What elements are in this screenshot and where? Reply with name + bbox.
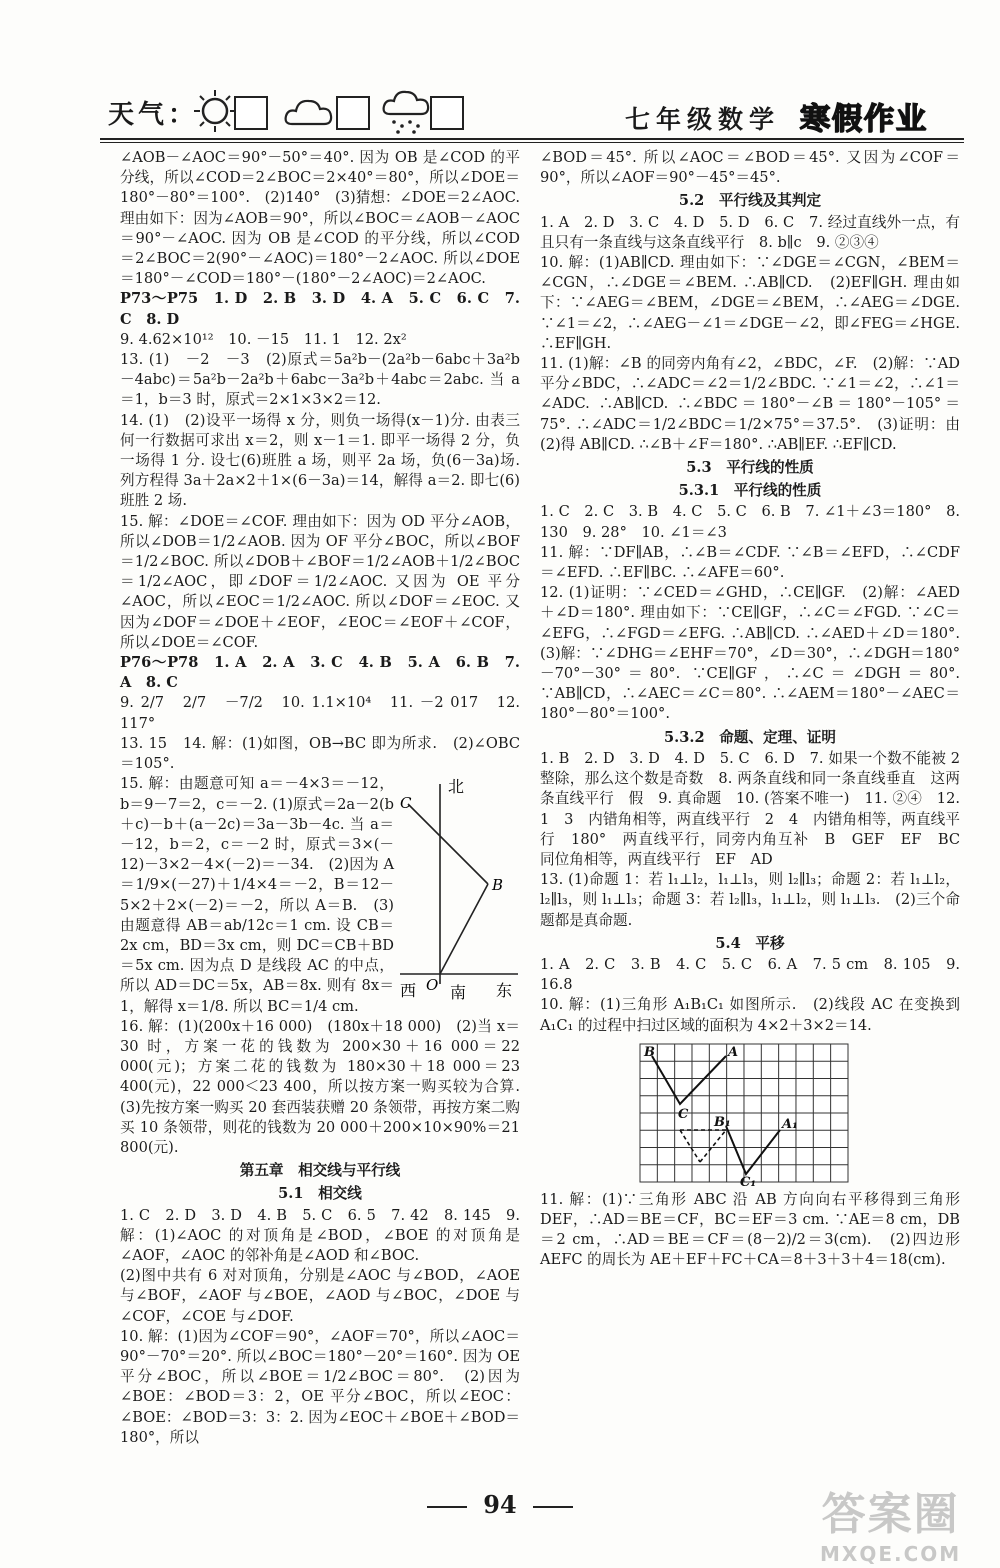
weather-checkbox-cloudy[interactable] (336, 96, 370, 130)
right-column (540, 148, 975, 1271)
q14-block (120, 734, 520, 774)
page-number-dash (427, 1506, 467, 1508)
weather-checkbox-sunny[interactable] (234, 96, 268, 130)
page-header (100, 88, 960, 138)
answer-paragraph: 1. A 2. D 3. C 4. D 5. D 6. C 7. 经过直线外一点，有且只有一条直线与这条直线平行 8. b∥c 9. ②③④ (540, 213, 960, 251)
rain-cloud-icon (382, 88, 430, 136)
homework-title: 寒假作业 (800, 102, 928, 137)
answer-paragraph: 15. 解：∠DOE＝∠COF. 理由如下：因为 OD 平分∠AOB，所以∠DOB＝1/2∠AOB. 因为 OF 平分∠BOC，所以∠BOF＝1/2∠BOC. 所以∠DOB＋∠BOF＝1/2∠AOB＋1/2∠BOC＝1/2∠AOC，即∠DOF＝1/2∠AOC. 又因为 OE 平分∠AOC，所以∠EOC＝1/2∠AOC. 所以∠DOF＝∠EOC. 又因为∠DOF＝∠DOE＋∠EOF，∠EOC＝∠EOF＋∠COF，所以∠DOE＝∠COF. (120, 512, 520, 651)
point-c-label: C (678, 1106, 689, 1122)
answer-paragraph: 14. (1) (2)设平一场得 x 分，则负一场得(x－1)分. 由表三何一行数据可求出 x＝2，则 x－1＝1. 即平一场得 2 分，负一场得 1 分. 设七(6)班胜 a 场，则平 2a 场，负(6－3a)场. 列方程得 3a＋2a×2＋1×(6－3a)＝14，解得 a＝2. 即七(6)班胜 2 场. (120, 411, 520, 510)
subsection-heading: 5.3.1 平行线的性质 (678, 482, 822, 500)
answer-paragraph: 13. 15 14. 解：(1)如图，OB→BC 即为所求. (2)∠OBC＝105°. (120, 734, 520, 773)
header-rule-thin (100, 142, 964, 143)
answer-paragraph: 10. 解：(1)三角形 A₁B₁C₁ 如图所示. (2)线段 AC 在变换到 A₁C₁ 的过程中扫过区域的面积为 4×2＋3×2＝14. (540, 996, 960, 1034)
q15-block (120, 774, 520, 1016)
answer-paragraph: ∠AOB－∠AOC＝90°－50°＝40°. 因为 OB 是∠COD 的平分线，所以∠COD＝2∠BOC＝2×40°＝80°，所以∠DOE＝180°－80°＝100°. (2)140° (3)猜想：∠DOE＝2∠AOC. 理由如下：因为∠AOB＝90°，所以∠BOC＝∠AOB－∠AOC＝90°－∠AOC. 因为 OB 是∠COD 的平分线，所以∠COD＝2∠BOC＝2(90°－∠AOC)＝180°－2∠AOC. 所以∠DOE＝180°－∠COD＝180°－(180°－2∠AOC)＝2∠AOC. (120, 149, 520, 288)
answer-paragraph: 1. A 2. C 3. B 4. C 5. C 6. A 7. 5 cm 8. 105 9. 16.8 (540, 955, 960, 994)
weather-label: 天气： (108, 100, 199, 130)
point-b1-label: B₁ (714, 1114, 731, 1130)
answer-paragraph: ∠BOD＝45°. 所以∠AOC＝∠BOD＝45°. 又因为∠COF＝90°，所以∠AOF＝90°－45°＝45°. (540, 149, 960, 187)
answer-paragraph: 13. (1) －2 －3 (2)原式＝5a²b－(2a²b－6abc＋3a²b－4abc)＝5a²b－2a²b＋6abc－3a²b＋4abc＝2abc. 当 a＝1，b＝3 时，原式＝2×1×3×2＝12. (120, 351, 520, 409)
answer-paragraph: 16. 解：(1)(200x＋16 000) (180x＋18 000) (2)当 x＝30 时，方案一花的钱数为 200×30＋16 000＝22 000(元)；方案二花的钱数为 180×30＋18 000＝23 400(元)，22 000＜23 400，所以按方案一购买较为合算. (3)先按方案一购买 20 套西装获赠 20 条领带，再按方案二购买 10 条领带，则花的钱数为 20 000＋200×10×90%＝21 800(元). (120, 1017, 535, 1156)
answer-paragraph: 9. 4.62×10¹² 10. －15 11. 1 12. 2x² (120, 330, 407, 348)
header-rule (100, 138, 964, 140)
answer-paragraph: 13. (1)命题 1：若 l₁⊥l₂，l₁⊥l₃，则 l₂∥l₃；命题 2：若 l₁⊥l₂，l₂∥l₃，则 l₁⊥l₃；命题 3：若 l₂∥l₃，l₁⊥l₂，则 l₁⊥l₃. (2)三个命题都是真命题. (540, 871, 960, 929)
answer-paragraph: 15. 解：由题意可知 a＝－4×3＝－12，b＝9－7＝2，c＝－2. (1)原式＝2a－2(b＋c)－b＋(a－2c)＝3a－3b－4c. 当 a＝－12，b＝2，c＝－2 时，原式＝3×(－12)－3×2－4×(－2)＝－34. (2)因为 A＝1/9×(－27)＋1/4×4＝－2，B＝12－5×2＋2×(－2)＝－2，所以 A＝B. (3)由题意得 AB＝ab/12c＝1 cm. 设 CB＝2x cm，BD＝3x cm，则 DC＝CB＋BD＝5x cm. 因为点 D 是线段 AC 的中点，所以 AD＝DC＝5x，AB＝8x. 则有 8x＝1，解得 x＝1/8. 所以 BC＝1/4 cm. (120, 775, 394, 1015)
east-label: 东 (496, 981, 513, 1001)
answer-paragraph: 11. (1)解：∠B 的同旁内角有∠2，∠BDC，∠F. (2)解：∵AD 平分∠BDC，∴∠ADC＝∠2＝1/2∠BDC. ∵∠1＝∠2，∴∠1＝∠ADC. ∴AB∥CD. ∴∠BDC＝180°－∠B＝180°－105°＝75°. ∴∠ADC＝1/2∠BDC＝1/2×75°＝37.5°. (3)证明：由(2)得 AB∥CD. ∴∠B＋∠F＝180°. ∴AB∥EF. ∴EF∥CD. (540, 355, 960, 453)
answer-paragraph: 11. 解：(1)∵三角形 ABC 沿 AB 方向向右平移得到三角形 DEF，∴AD＝BE＝CF，BC＝EF＝3 cm. ∵AE＝8 cm，DB＝2 cm，∴AD＝BE＝CF＝(8－2)/2＝3(cm). (2)四边形 AEFC 的周长为 AE＋EF＋FC＋CA＝8＋3＋3＋4＝18(cm). (540, 1190, 960, 1269)
section-heading: 5.1 相交线 (278, 1185, 362, 1203)
west-label: 西 (400, 981, 417, 1001)
watermark-text: 答案圈 (821, 1489, 960, 1540)
section-heading: 5.4 平移 (715, 934, 785, 952)
watermark-url: MXQE.COM (820, 1542, 962, 1566)
point-c1-label: C₁ (740, 1174, 757, 1186)
point-b-label: B (492, 876, 504, 895)
compass-figure (400, 774, 520, 1004)
point-o-label: O (426, 976, 439, 995)
answer-paragraph: 11. 解：∵DF∥AB，∴∠B＝∠CDF. ∵∠B＝∠EFD，∴∠CDF＝∠EFD. ∴EF∥BC. ∴∠AFE＝60°. (540, 543, 960, 582)
answer-paragraph: 10. 解：(1)AB∥CD. 理由如下：∵∠DGE＝∠CGN，∠BEM＝∠CGN，∴∠DGE＝∠BEM. ∴AB∥CD. (2)EF∥GH. 理由如下：∵∠AEG＝∠BEM，∠DGE＝∠BEM，∴∠AEG＝∠DGE. ∵∠1＝∠2，∴∠AEG－∠1＝∠DGE－∠2，即∠FEG＝∠HGE. ∴EF∥GH. (540, 254, 960, 352)
left-column (120, 148, 535, 1448)
answer-paragraph: 1. C 2. D 3. D 4. B 5. C 6. 5 7. 42 8. 145 9. 解：(1)∠AOC 的对顶角是∠BOD，∠BOE 的对顶角是∠AOF，∠AOC 的邻补角是∠AOD 和∠BOC. (120, 1206, 520, 1264)
page-number-value: 94 (483, 1490, 517, 1519)
watermark-logo (820, 1478, 961, 1566)
page-range-heading: P76～P78 1. A 2. A 3. C 4. B 5. A 6. B 7. A 8. C (120, 654, 520, 692)
answer-paragraph: 10. 解：(1)因为∠COF＝90°，∠AOF＝70°，所以∠AOC＝90°－70°＝20°. 所以∠BOC＝180°－20°＝160°. 因为 OE 平分∠BOC，所以∠BOE＝1/2∠BOC＝80°. (2)因为∠BOE：∠BOD＝3：2，OE 平分∠BOC，所以∠EOC：∠BOE：∠BOD＝3：3：2. 因为∠EOC＋∠BOE＋∠BOD＝180°，所以 (120, 1327, 520, 1446)
answer-paragraph: 1. B 2. D 3. D 4. D 5. C 6. D 7. 如果一个数不能被 2 整除，那么这个数是奇数 8. 两条直线和同一条直线垂直 这两条直线平行 假 9. 真命题 10. (答案不唯一) 11. ②④ 12. 1 3 内错角相等，两直线平行 2 4 内错角相等，两直线平行 180° 两直线平行，同旁内角互补 B GEF EF BC 同位角相等，两直线平行 EF AD (540, 749, 975, 868)
subsection-heading: 5.3.2 命题、定理、证明 (664, 728, 836, 746)
cloud-icon (284, 94, 334, 130)
sun-icon (192, 88, 238, 134)
translation-grid-figure (540, 1040, 960, 1186)
point-a-label: A (728, 1044, 739, 1060)
section-heading: 5.2 平行线及其判定 (678, 192, 822, 210)
answer-paragraph: 1. C 2. C 3. B 4. C 5. C 6. B 7. ∠1＋∠3＝180° 8. 130 9. 28° 10. ∠1＝∠3 (540, 503, 960, 541)
point-a1-label: A₁ (782, 1116, 798, 1132)
page-range-heading: P73～P75 1. D 2. B 3. D 4. A 5. C 6. C 7. C 8. D (120, 290, 520, 328)
answer-paragraph: 12. (1)证明：∵∠CED＝∠GHD，∴CE∥GF. (2)解：∠AED＋∠D＝180°. 理由如下：∵CE∥GF，∴∠C＝∠FGD. ∵∠C＝∠EFG，∴∠FGD＝∠EFG. ∴AB∥CD. ∴∠AED＋∠D＝180°. (3)解：∵∠DHG＝∠EHF＝70°，∠D＝30°，∴∠DGH＝180°－70°－30°＝80°. ∵CE∥GF，∴∠C＝∠DGH＝80°. ∵AB∥CD，∴∠AEC＝∠C＝80°. ∴∠AEM＝180°－∠AEC＝180°－80°＝100°. (540, 584, 975, 723)
page-number-dash (533, 1506, 573, 1508)
answer-paragraph: 9. 2/7 2/7 －7/2 10. 1.1×10⁴ 11. －2 017 12. 117° (120, 694, 520, 732)
weather-checkbox-rainy[interactable] (430, 96, 464, 130)
south-label: 南 (450, 983, 467, 1003)
section-heading: 5.3 平行线的性质 (686, 459, 814, 477)
chapter-heading: 第五章 相交线与平行线 (239, 1162, 401, 1180)
point-c-label: C (400, 794, 412, 813)
point-b-label: B (644, 1044, 655, 1060)
answer-paragraph: (2)图中共有 6 对对顶角，分别是∠AOC 与∠BOD，∠AOE 与∠BOF，∠AOF 与∠BOE，∠AOD 与∠BOC，∠DOE 与∠COF，∠COE 与∠DOF. (120, 1267, 520, 1325)
grade-subject: 七年级数学 (625, 105, 781, 134)
north-label: 北 (448, 777, 465, 797)
